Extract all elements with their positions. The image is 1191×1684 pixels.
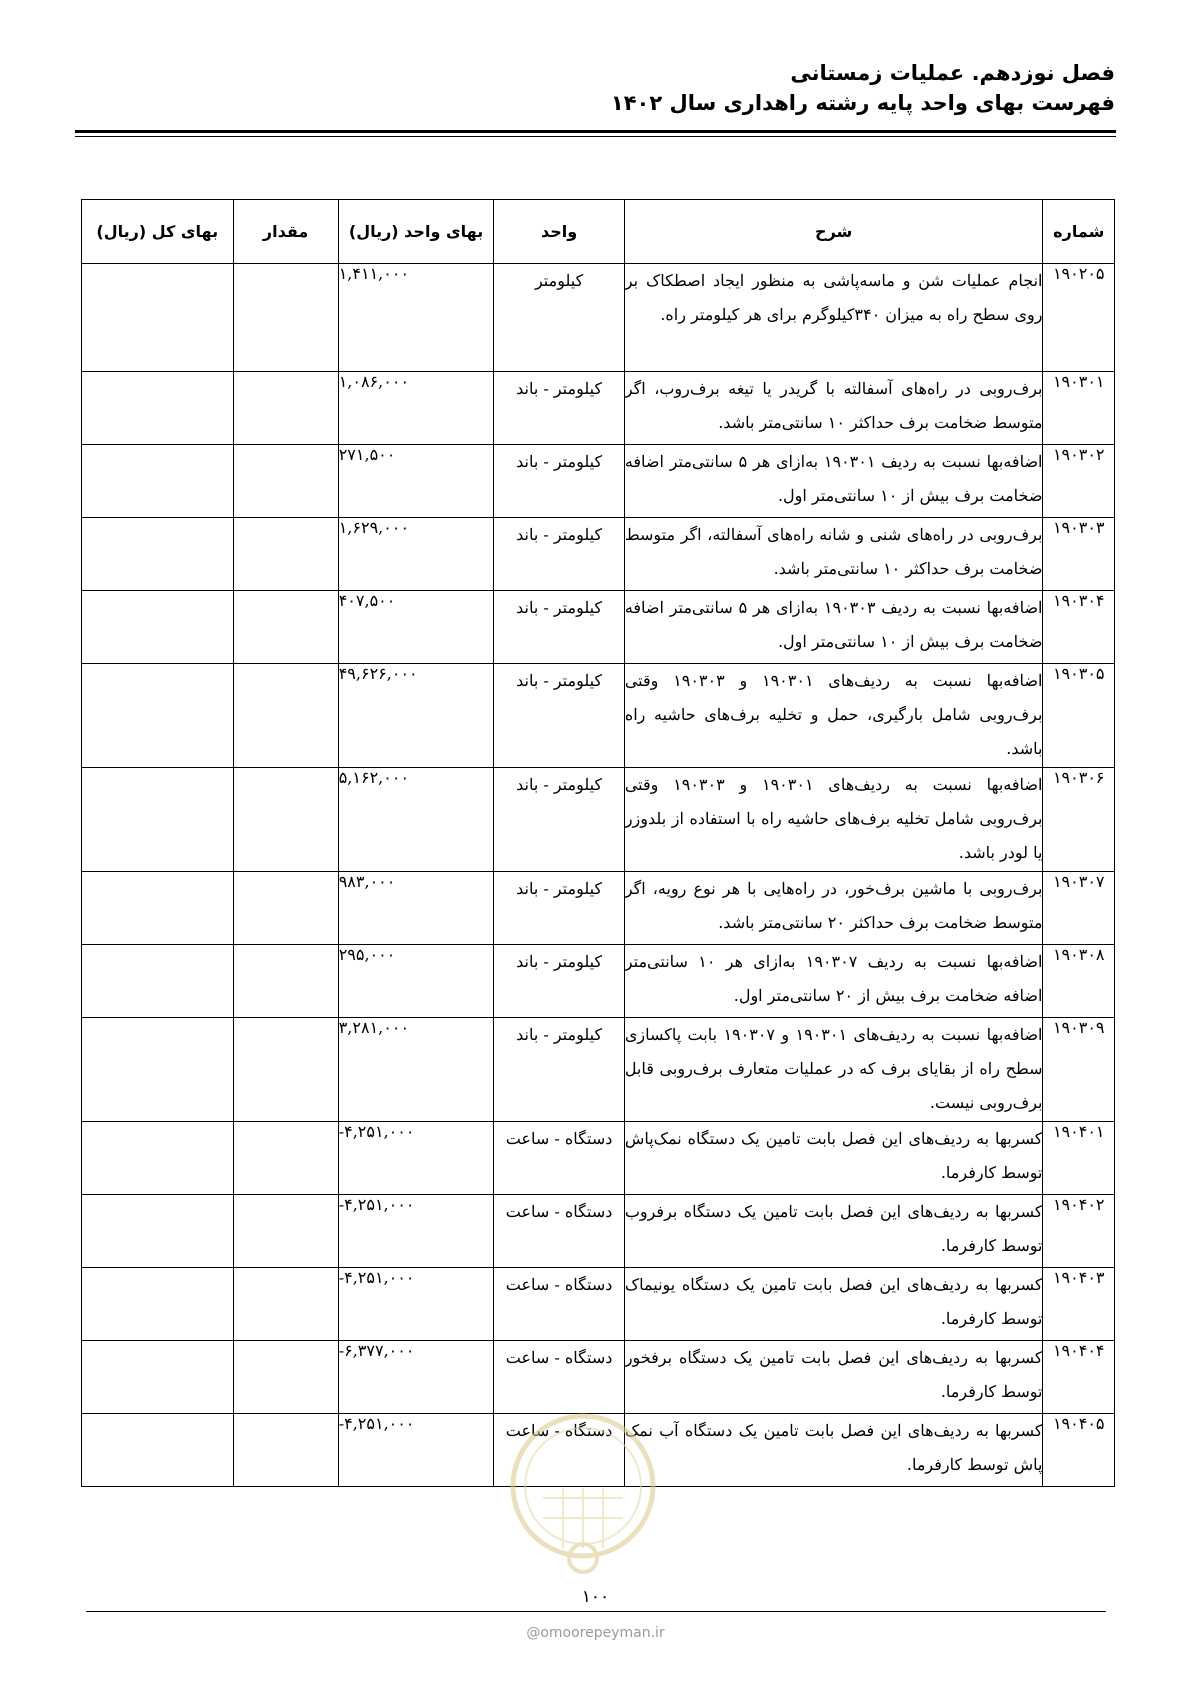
header-quantity: مقدار <box>233 200 338 264</box>
row-code: ۱۹۰۳۰۳ <box>1043 518 1115 591</box>
row-unit: کیلومتر - باند <box>494 372 624 445</box>
row-unit-price: -۶,۳۷۷,۰۰۰ <box>338 1341 494 1414</box>
row-quantity <box>233 591 338 664</box>
row-total-price <box>82 264 234 372</box>
row-description: برف‌روبی در راه‌های شنی و شانه راه‌های آسفالته، اگر متوسط ضخامت برف حداکثر ۱۰ سانتی‌متر باشد. <box>624 518 1043 591</box>
row-quantity <box>233 768 338 872</box>
row-quantity <box>233 945 338 1018</box>
row-quantity <box>233 1268 338 1341</box>
row-quantity <box>233 1341 338 1414</box>
table-row <box>82 1018 1115 1122</box>
row-unit-price: ۱,۰۸۶,۰۰۰ <box>338 372 494 445</box>
row-unit-price: ۳,۲۸۱,۰۰۰ <box>338 1018 494 1122</box>
row-unit-price: ۱,۴۱۱,۰۰۰ <box>338 264 494 372</box>
row-unit-price: ۲۹۵,۰۰۰ <box>338 945 494 1018</box>
row-unit: کیلومتر - باند <box>494 1018 624 1122</box>
table-row <box>82 591 1115 664</box>
table-row <box>82 1122 1115 1195</box>
page-header <box>75 58 1115 118</box>
row-total-price <box>82 1018 234 1122</box>
row-total-price <box>82 1268 234 1341</box>
row-total-price <box>82 1195 234 1268</box>
row-code: ۱۹۰۳۰۲ <box>1043 445 1115 518</box>
row-total-price <box>82 1122 234 1195</box>
row-description: کسربها به ردیف‌های این فصل بابت تامین یک دستگاه یونیماک توسط کارفرما. <box>624 1268 1043 1341</box>
row-quantity <box>233 1414 338 1487</box>
row-quantity <box>233 445 338 518</box>
row-unit: دستگاه - ساعت <box>494 1341 624 1414</box>
row-code: ۱۹۰۴۰۱ <box>1043 1122 1115 1195</box>
row-quantity <box>233 872 338 945</box>
row-unit: کیلومتر - باند <box>494 768 624 872</box>
row-unit: کیلومتر - باند <box>494 591 624 664</box>
row-unit: دستگاه - ساعت <box>494 1195 624 1268</box>
row-total-price <box>82 1414 234 1487</box>
table-row <box>82 445 1115 518</box>
row-unit: کیلومتر - باند <box>494 664 624 768</box>
row-total-price <box>82 445 234 518</box>
row-description: اضافه‌بها نسبت به ردیف‌های ۱۹۰۳۰۱ و ۱۹۰۳۰۳ وقتی برف‌روبی شامل تخلیه برف‌های حاشیه راه با استفاده از بلدوزر یا لودر باشد. <box>624 768 1043 872</box>
row-unit-price: ۲۷۱,۵۰۰ <box>338 445 494 518</box>
row-unit-price: -۴,۲۵۱,۰۰۰ <box>338 1414 494 1487</box>
row-unit-price: -۴,۲۵۱,۰۰۰ <box>338 1122 494 1195</box>
row-description: برف‌روبی با ماشین برف‌خور، در راه‌هایی با هر نوع رویه، اگر متوسط ضخامت برف حداکثر ۲۰ سانتی‌متر باشد. <box>624 872 1043 945</box>
row-quantity <box>233 518 338 591</box>
header-unit: واحد <box>494 200 624 264</box>
row-unit: کیلومتر - باند <box>494 872 624 945</box>
row-unit: کیلومتر - باند <box>494 445 624 518</box>
row-description: کسربها به ردیف‌های این فصل بابت تامین یک دستگاه برفخور توسط کارفرما. <box>624 1341 1043 1414</box>
row-quantity <box>233 1195 338 1268</box>
row-unit: کیلومتر <box>494 264 624 372</box>
row-total-price <box>82 518 234 591</box>
row-quantity <box>233 664 338 768</box>
row-code: ۱۹۰۲۰۵ <box>1043 264 1115 372</box>
row-description: انجام عملیات شن و ماسه‌پاشی به منظور ایجاد اصطکاک بر روی سطح راه به میزان ۳۴۰کیلوگرم برای هر کیلومتر راه. <box>624 264 1043 372</box>
row-unit-price: ۱,۶۲۹,۰۰۰ <box>338 518 494 591</box>
row-unit-price: ۴۹,۶۲۶,۰۰۰ <box>338 664 494 768</box>
row-unit: دستگاه - ساعت <box>494 1122 624 1195</box>
header-rule-thin <box>75 136 1116 137</box>
row-description: اضافه‌بها نسبت به ردیف ۱۹۰۳۰۳ به‌ازای هر ۵ سانتی‌متر اضافه ضخامت برف بیش از ۱۰ سانتی‌متر اول. <box>624 591 1043 664</box>
row-total-price <box>82 591 234 664</box>
row-code: ۱۹۰۳۰۷ <box>1043 872 1115 945</box>
header-rule-thick <box>75 130 1116 133</box>
table-row <box>82 664 1115 768</box>
header-code: شماره <box>1043 200 1115 264</box>
table-row <box>82 872 1115 945</box>
row-unit: کیلومتر - باند <box>494 945 624 1018</box>
table-row <box>82 1341 1115 1414</box>
row-code: ۱۹۰۳۰۵ <box>1043 664 1115 768</box>
row-quantity <box>233 1018 338 1122</box>
row-description: کسربها به ردیف‌های این فصل بابت تامین یک دستگاه برفروب توسط کارفرما. <box>624 1195 1043 1268</box>
row-quantity <box>233 1122 338 1195</box>
row-code: ۱۹۰۳۰۹ <box>1043 1018 1115 1122</box>
row-code: ۱۹۰۴۰۴ <box>1043 1341 1115 1414</box>
row-description: اضافه‌بها نسبت به ردیف ۱۹۰۳۰۱ به‌ازای هر ۵ سانتی‌متر اضافه ضخامت برف بیش از ۱۰ سانتی‌متر اول. <box>624 445 1043 518</box>
header-total-price: بهای کل (ریال) <box>82 200 234 264</box>
table-header-row <box>82 200 1115 264</box>
row-unit: دستگاه - ساعت <box>494 1268 624 1341</box>
row-unit-price: -۴,۲۵۱,۰۰۰ <box>338 1195 494 1268</box>
row-description: برف‌روبی در راه‌های آسفالته با گریدر یا تیغه برف‌روب، اگر متوسط ضخامت برف حداکثر ۱۰ سانتی‌متر باشد. <box>624 372 1043 445</box>
row-description: کسربها به ردیف‌های این فصل بابت تامین یک دستگاه نمک‌پاش توسط کارفرما. <box>624 1122 1043 1195</box>
publisher-seal-watermark <box>503 1408 663 1578</box>
row-code: ۱۹۰۴۰۵ <box>1043 1414 1115 1487</box>
row-total-price <box>82 664 234 768</box>
page-number: ۱۰۰ <box>581 1587 610 1607</box>
watermark-text: @omoorepeyman.ir <box>526 1625 665 1641</box>
header-unit-price: بهای واحد (ریال) <box>338 200 494 264</box>
chapter-title: فصل نوزدهم. عملیات زمستانی <box>790 61 1115 85</box>
row-code: ۱۹۰۳۰۸ <box>1043 945 1115 1018</box>
row-total-price <box>82 768 234 872</box>
row-unit-price: ۵,۱۶۲,۰۰۰ <box>338 768 494 872</box>
table-row <box>82 768 1115 872</box>
row-code: ۱۹۰۳۰۶ <box>1043 768 1115 872</box>
price-list-table <box>81 199 1115 1487</box>
row-description: اضافه‌بها نسبت به ردیف‌های ۱۹۰۳۰۱ و ۱۹۰۳۰۳ وقتی برف‌روبی شامل بارگیری، حمل و تخلیه برف‌های حاشیه راه باشد. <box>624 664 1043 768</box>
row-total-price <box>82 872 234 945</box>
row-code: ۱۹۰۴۰۲ <box>1043 1195 1115 1268</box>
header-description: شرح <box>624 200 1043 264</box>
document-subtitle: فهرست بهای واحد پایه رشته راهداری سال ۱۴۰۲ <box>610 91 1115 115</box>
row-unit: دستگاه - ساعت <box>494 1414 624 1487</box>
row-description: کسربها به ردیف‌های این فصل بابت تامین یک دستگاه آب نمک پاش توسط کارفرما. <box>624 1414 1043 1487</box>
row-code: ۱۹۰۳۰۴ <box>1043 591 1115 664</box>
row-unit-price: ۹۸۳,۰۰۰ <box>338 872 494 945</box>
row-unit-price: -۴,۲۵۱,۰۰۰ <box>338 1268 494 1341</box>
row-quantity <box>233 372 338 445</box>
row-total-price <box>82 372 234 445</box>
row-code: ۱۹۰۴۰۳ <box>1043 1268 1115 1341</box>
row-total-price <box>82 1341 234 1414</box>
row-unit-price: ۴۰۷,۵۰۰ <box>338 591 494 664</box>
table-row <box>82 1195 1115 1268</box>
row-unit: کیلومتر - باند <box>494 518 624 591</box>
row-description: اضافه‌بها نسبت به ردیف‌های ۱۹۰۳۰۱ و ۱۹۰۳۰۷ بابت پاکسازی سطح راه از بقایای برف که در عملیات متعارف برف‌روبی قابل برف‌روبی نیست. <box>624 1018 1043 1122</box>
table-row <box>82 518 1115 591</box>
row-description: اضافه‌بها نسبت به ردیف ۱۹۰۳۰۷ به‌ازای هر ۱۰ سانتی‌متر اضافه ضخامت برف بیش از ۲۰ سانتی‌متر اول. <box>624 945 1043 1018</box>
row-code: ۱۹۰۳۰۱ <box>1043 372 1115 445</box>
table-row <box>82 945 1115 1018</box>
table-row <box>82 1268 1115 1341</box>
footer-rule <box>86 1611 1106 1612</box>
row-total-price <box>82 945 234 1018</box>
table-row <box>82 372 1115 445</box>
row-quantity <box>233 264 338 372</box>
table-row <box>82 264 1115 372</box>
